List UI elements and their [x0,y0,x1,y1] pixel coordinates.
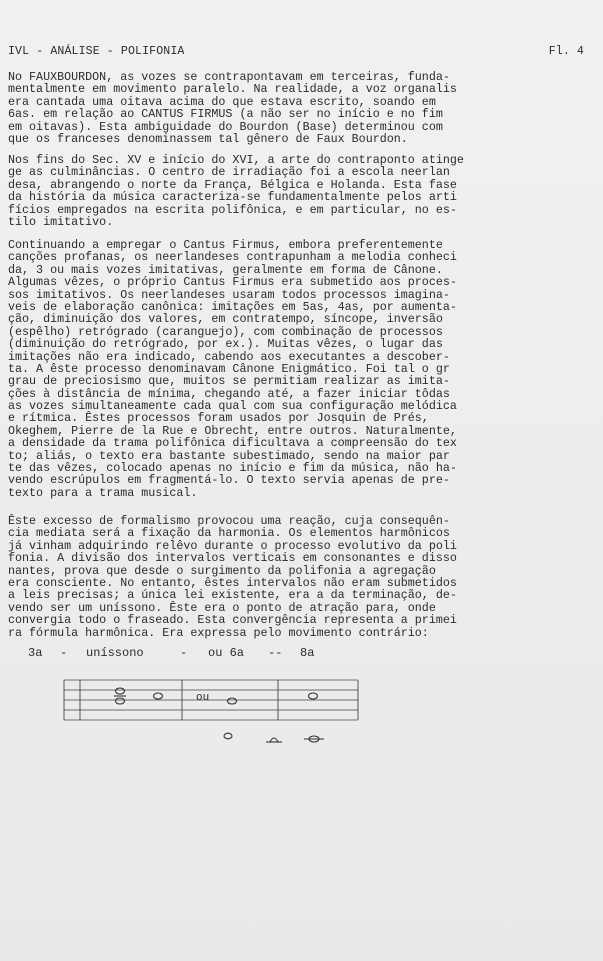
interval-third: 3a [28,646,43,660]
interval-sixth: ou 6a [208,646,245,660]
text-line: Okeghem, Pierre de la Rue e Obrecht, entre outros. Naturalmente, [8,423,457,438]
text-line: canções profanas, os neerlandeses contrapunham a melodia conheci [8,250,457,265]
text-line: convergia todo o fraseado. Esta convergência representa a primei [8,613,457,628]
interval-dash: - [180,646,188,660]
text-line: vendo escrúpulos em fragmentá-lo. O texto servia apenas de pre- [8,473,450,488]
text-line: cia mediata será a fixação da harmonia. Os elementos harmônicos [8,526,450,541]
text-line: No FAUXBOURDON, as vozes se contrapontavam em terceiras, funda- [8,70,450,84]
text-line: (diminuição do retrógrado, por ex.). Muitas vêzes, o lugar das [8,337,443,352]
text-line: texto para a trama musical. [8,485,198,500]
text-line: ra fórmula harmônica. Era expressa pelo movimento contrário: [8,625,429,640]
text-line: imitações não era indicado, cabendo aos executantes a descober- [8,349,450,364]
text-line: as vozes simultaneamente cada qual com sua configuração melódica [8,399,457,414]
text-line: Nos fins do Sec. XV e início do XVI, a arte do contraponto atinge [8,153,464,167]
text-line: grau de preciosismo que, muitos se permitiam realizar as imita- [8,374,450,389]
text-line: fícios empregados na escrita polifônica, e em particular, no es- [8,202,457,217]
paragraph-fauxbourdon [8,71,593,145]
text-line: nantes, prova que desde o surgimento da polifonia a agregação [8,563,436,578]
staff-lines [64,680,358,720]
page-number: Fl. 4 [548,45,584,58]
text-line: to; aliás, o texto era bastante subestimado, sendo na maior par [8,448,450,463]
page-header [8,45,584,61]
text-line: Algumas vêzes, o próprio Cantus Firmus era submetido aos proces- [8,275,457,290]
text-line: da história da música caracteriza-se fundamentalmente pelos arti [8,190,457,205]
document-title: IVL - ANÁLISE - POLIFONIA [8,45,185,58]
text-line: a densidade da trama polifônica dificultava a compreensão do tex [8,436,457,451]
lower-notes [224,733,324,742]
staff-drawing [58,670,368,770]
text-line: ge as culminâncias. O centro de irradiação foi a escola neerlan [8,165,450,180]
interval-dash: -- [268,646,283,660]
interval-sequence [28,646,328,662]
text-line: da, 3 ou mais vozes imitativas, geralmente em forma de Cânone. [8,262,443,277]
text-line: 6as. em relação ao CANTUS FIRMUS (a não ser no início e no fim [8,107,443,122]
text-line: em oitavas). Esta ambiguidade do Bourdon (Base) determinou com [8,119,443,134]
staff-label-ou: ou [196,692,210,704]
paragraph-harmonia [8,515,593,639]
text-line: Continuando a empregar o Cantus Firmus, embora preferentemente [8,238,443,252]
text-line: que os franceses denominassem tal gênero de Faux Bourdon. [8,131,408,146]
text-line: tilo imitativo. [8,214,114,229]
text-line: vendo ser um uníssono. Êste era o ponto de atração para, onde [8,600,436,615]
text-line: te das vêzes, colocado apenas no início e fim da música, não ha- [8,461,457,476]
music-staff-example [58,670,368,770]
text-line: e rítmica. Êstes processos foram usados por Josquin de Prés, [8,411,429,426]
paragraph-neerlandesa [8,154,593,228]
text-line: já vinham adquirindo relêvo durante o processo evolutivo da poli [8,538,457,553]
text-line: era consciente. No entanto, êstes intervalos não eram submetidos [8,575,457,590]
paragraph-cantus-firmus [8,239,593,499]
text-line: ta. A êste processo denominavam Cânone Enigmático. Foi tal o gr [8,361,450,376]
text-line: a leis precisas; a única lei existente, era a da terminação, de- [8,588,457,603]
text-line: era cantada uma oitava acima do que estava escrito, soando em [8,94,436,109]
text-line: desa, abrangendo o norte da França, Bélgica e Holanda. Esta fase [8,177,457,192]
text-line: sos imitativos. Os neerlandeses usaram todos processos imagina- [8,287,450,302]
interval-unison: uníssono [86,646,144,660]
text-line: fonia. A divisão dos intervalos verticais em consonantes e disso [8,551,457,566]
text-line: mentalmente em movimento paralelo. Na realidade, a voz organalis [8,82,457,97]
text-line: veis de elaboração canônica: imitações em 5as, 4as, por aumenta- [8,299,457,314]
upper-notes [114,688,318,704]
text-line: (espêlho) retrógrado (caranguejo), com combinação de processos [8,324,443,339]
interval-octave: 8a [300,646,315,660]
text-line: Êste excesso de formalismo provocou uma reação, cuja consequên- [8,514,450,528]
interval-dash: - [60,646,68,660]
text-line: ção, diminuição dos valores, em contratempo, síncope, inversão [8,312,443,327]
text-line: ções à distância de mínima, chegando até, a fazer iniciar tôdas [8,386,450,401]
